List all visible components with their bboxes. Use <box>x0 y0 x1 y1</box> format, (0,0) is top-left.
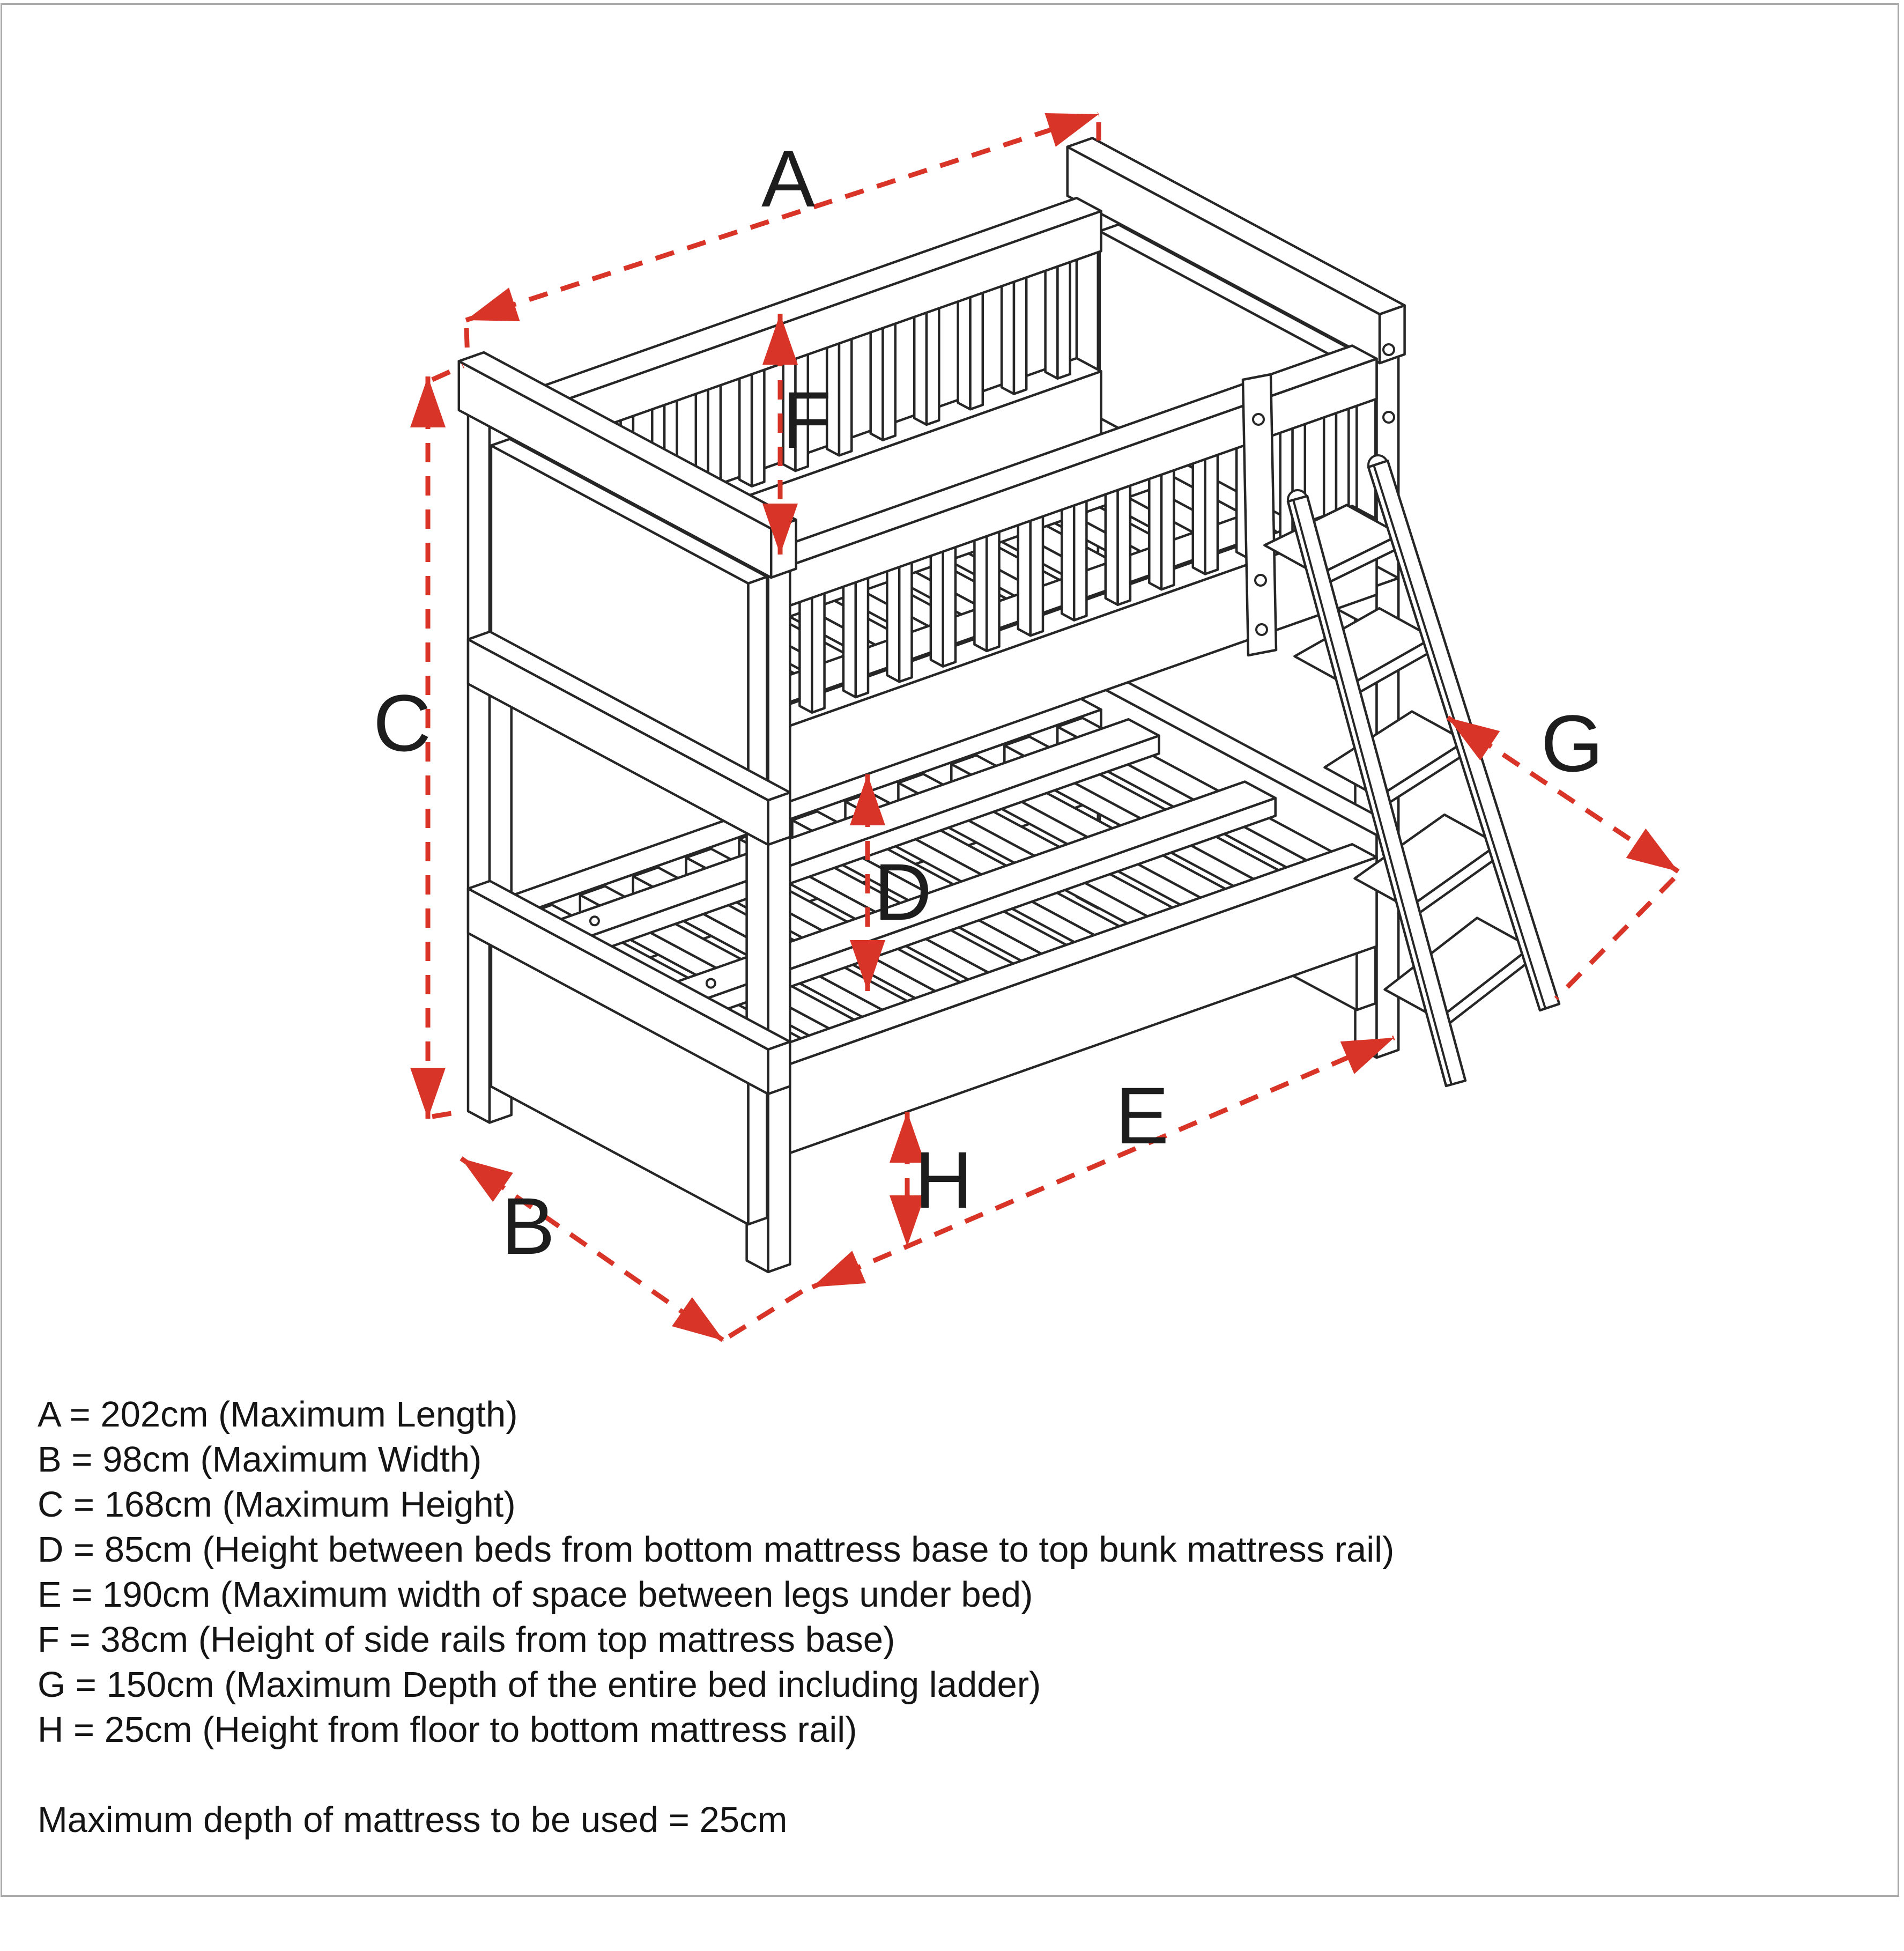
dim-label-b: B <box>501 1181 555 1271</box>
legend-lines <box>38 1392 1861 1753</box>
legend-line: G = 150cm (Maximum Depth of the entire bed including ladder) <box>38 1665 1041 1705</box>
dim-label-a: A <box>761 134 816 224</box>
legend <box>38 1392 1861 1843</box>
dim-label-c: C <box>373 678 432 768</box>
legend-line: C = 168cm (Maximum Height) <box>38 1484 516 1525</box>
dim-label-g: G <box>1540 698 1604 788</box>
legend-line: A = 202cm (Maximum Length) <box>38 1394 518 1435</box>
legend-line: F = 38cm (Height of side rails from top mattress base) <box>38 1620 895 1660</box>
dim-label-e: E <box>1115 1070 1169 1161</box>
dim-label-h: H <box>914 1135 973 1225</box>
legend-line: D = 85cm (Height between beds from bottom mattress base to top bunk mattress rail) <box>38 1529 1395 1570</box>
legend-line: H = 25cm (Height from floor to bottom mattress rail) <box>38 1710 857 1750</box>
legend-line: E = 190cm (Maximum width of space between legs under bed) <box>38 1575 1033 1615</box>
mattress-depth-note: Maximum depth of mattress to be used = 25cm <box>38 1800 788 1840</box>
legend-line: B = 98cm (Maximum Width) <box>38 1439 482 1480</box>
dim-label-d: D <box>873 847 932 937</box>
dim-label-f: F <box>782 375 832 465</box>
bunk-bed-line-drawing <box>410 113 1678 1341</box>
